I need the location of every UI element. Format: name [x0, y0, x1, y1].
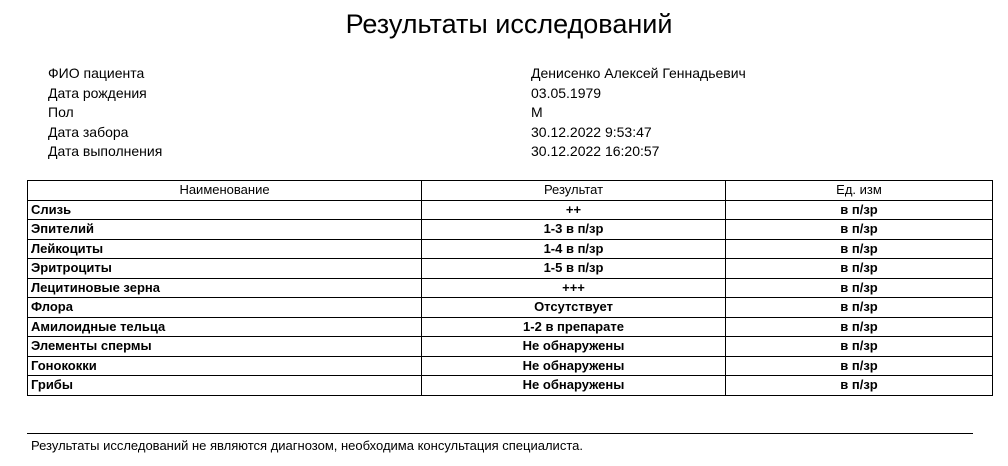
- table-row: [28, 356, 993, 376]
- cell-result: +++: [422, 278, 726, 298]
- info-value: 03.05.1979: [531, 84, 602, 101]
- column-header-result: Результат: [422, 181, 726, 201]
- cell-unit: в п/зр: [726, 278, 993, 298]
- patient-info-row-collection-date: [0, 123, 1008, 143]
- column-header-unit: Ед. изм: [726, 181, 993, 201]
- results-table-body: [28, 200, 993, 395]
- cell-result: Не обнаружены: [422, 337, 726, 357]
- cell-unit: в п/зр: [726, 356, 993, 376]
- info-label: Дата забора: [48, 123, 129, 140]
- info-value: 30.12.2022 9:53:47: [531, 123, 652, 140]
- cell-unit: в п/зр: [726, 298, 993, 318]
- cell-name: Флора: [28, 298, 422, 318]
- column-header-name: Наименование: [28, 181, 422, 201]
- cell-name: Гонококки: [28, 356, 422, 376]
- info-value: Денисенко Алексей Геннадьевич: [531, 65, 746, 81]
- info-value: 30.12.2022 16:20:57: [531, 143, 660, 159]
- info-label: ФИО пациента: [48, 65, 145, 81]
- cell-unit: в п/зр: [726, 239, 993, 259]
- cell-unit: в п/зр: [726, 259, 993, 279]
- cell-result: 1-4 в п/зр: [422, 239, 726, 259]
- info-label: Дата рождения: [48, 84, 147, 101]
- cell-result: Не обнаружены: [422, 356, 726, 376]
- table-row: [28, 317, 993, 337]
- cell-result: Отсутствует: [422, 298, 726, 318]
- table-row: [28, 298, 993, 318]
- cell-name: Грибы: [28, 376, 422, 396]
- cell-name: Амилоидные тельца: [28, 317, 422, 337]
- table-row: [28, 337, 993, 357]
- table-header-row: [28, 181, 993, 201]
- info-label: Пол: [48, 104, 74, 120]
- cell-name: Эпителий: [28, 220, 422, 240]
- cell-name: Эритроциты: [28, 259, 422, 279]
- table-row: [28, 200, 993, 220]
- table-row: [28, 259, 993, 279]
- cell-result: Не обнаружены: [422, 376, 726, 396]
- table-row: [28, 278, 993, 298]
- cell-name: Лецитиновые зерна: [28, 278, 422, 298]
- table-row: [28, 376, 993, 396]
- patient-info: [0, 64, 1008, 162]
- footer-divider: [27, 433, 973, 434]
- cell-name: Лейкоциты: [28, 239, 422, 259]
- cell-unit: в п/зр: [726, 376, 993, 396]
- footer-disclaimer: Результаты исследований не являются диагнозом, необходима консультация специалиста.: [31, 438, 583, 453]
- results-table-header: [28, 181, 993, 201]
- info-label: Дата выполнения: [48, 143, 163, 159]
- cell-result: ++: [422, 200, 726, 220]
- table-row: [28, 220, 993, 240]
- cell-result: 1-2 в препарате: [422, 317, 726, 337]
- patient-info-row-completion-date: [0, 142, 1008, 162]
- patient-info-row-name: [0, 64, 1008, 84]
- cell-unit: в п/зр: [726, 337, 993, 357]
- table-row: [28, 239, 993, 259]
- cell-name: Элементы спермы: [28, 337, 422, 357]
- patient-info-row-sex: [0, 103, 1008, 123]
- cell-name: Слизь: [28, 200, 422, 220]
- info-value: М: [531, 104, 543, 120]
- cell-unit: в п/зр: [726, 220, 993, 240]
- cell-unit: в п/зр: [726, 200, 993, 220]
- cell-result: 1-3 в п/зр: [422, 220, 726, 240]
- results-table: [27, 180, 993, 396]
- page-title: Результаты исследований: [345, 9, 673, 39]
- cell-result: 1-5 в п/зр: [422, 259, 726, 279]
- patient-info-row-birthdate: [0, 84, 1008, 104]
- cell-unit: в п/зр: [726, 317, 993, 337]
